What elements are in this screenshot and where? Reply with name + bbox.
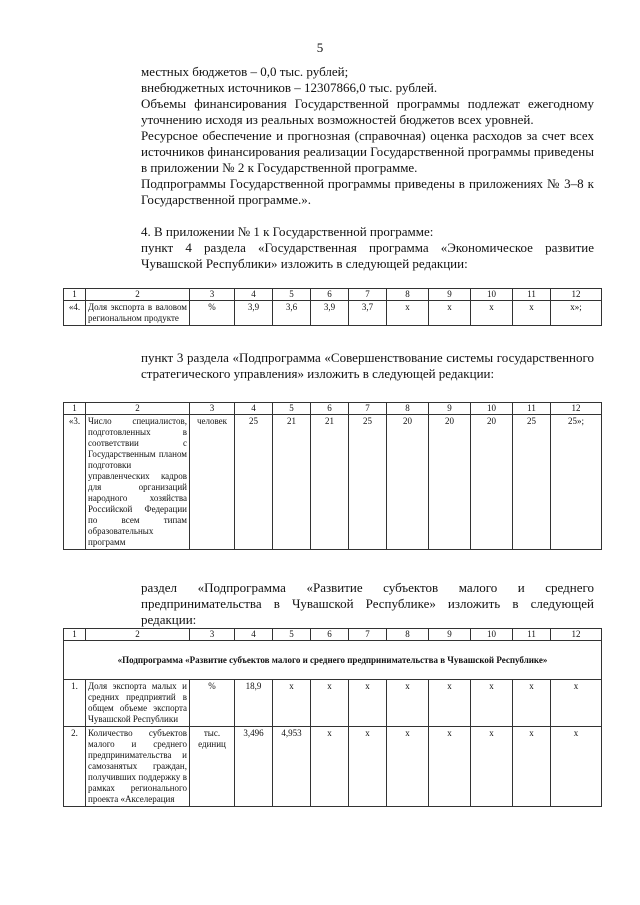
instruction-3: раздел «Подпрограмма «Развитие субъектов малого и среднего предпринимательства в Чувашской Республике» изложить в следующей редакции: [141,580,594,627]
col-header: 6 [311,629,349,641]
col-header: 4 [235,289,273,301]
col-header: 5 [273,403,311,415]
instruction-2: пункт 3 раздела «Подпрограмма «Совершенствование системы государственного стратегического управления» изложить в следующей редакции: [141,350,594,381]
col-header: 12 [551,403,602,415]
col-header: 7 [349,403,387,415]
col-header: 8 [387,289,429,301]
instruction-2-block [103,350,594,382]
col-header: 9 [429,629,471,641]
col-header: 8 [387,629,429,641]
cell-value: 4,953 [273,727,311,807]
cell-unit: % [190,680,235,727]
col-header: 12 [551,629,602,641]
cell-number: «3. [64,415,86,550]
cell-value: 25 [235,415,273,550]
section-4-instruction: пункт 4 раздела «Государственная программа «Экономическое развитие Чувашской Республики» изложить в следующей редакции: [141,240,594,271]
table-header-row [64,289,602,301]
intro-line-1: местных бюджетов – 0,0 тыс. рублей; [141,64,349,79]
col-header: 1 [64,629,86,641]
cell-value: 3,7 [349,301,387,326]
cell-value: 21 [273,415,311,550]
col-header: 10 [471,403,513,415]
table-point-3 [63,402,602,550]
table-header-row [64,403,602,415]
table-row [64,727,602,807]
col-header: 12 [551,289,602,301]
cell-value: x [471,301,513,326]
cell-value: 18,9 [235,680,273,727]
col-header: 11 [513,289,551,301]
cell-value: 20 [429,415,471,550]
section-4-heading: 4. В приложении № 1 к Государственной программе: [141,224,434,239]
cell-value: x [311,727,349,807]
col-header: 7 [349,629,387,641]
cell-value: x [513,680,551,727]
cell-value: x [513,301,551,326]
cell-value: 3,9 [311,301,349,326]
intro-line-2: внебюджетных источников – 12307866,0 тыс. рублей. [141,80,438,95]
col-header: 1 [64,289,86,301]
cell-value: 3,6 [273,301,311,326]
cell-unit: % [190,301,235,326]
col-header: 11 [513,403,551,415]
cell-value: x»; [551,301,602,326]
col-header: 10 [471,629,513,641]
cell-value: x [349,680,387,727]
table-point-4 [63,288,602,326]
cell-value: x [349,727,387,807]
col-header: 6 [311,289,349,301]
page-number: 5 [316,40,324,55]
table-title-row [64,641,602,680]
cell-value: 3,496 [235,727,273,807]
cell-number: «4. [64,301,86,326]
cell-value: x [387,680,429,727]
cell-unit: тыс. единиц [190,727,235,807]
col-header: 6 [311,403,349,415]
table-header-row [64,629,602,641]
col-header: 9 [429,289,471,301]
cell-unit: человек [190,415,235,550]
cell-value: x [551,680,602,727]
cell-value: x [429,680,471,727]
col-header: 4 [235,403,273,415]
col-header: 4 [235,629,273,641]
subprogram-title: «Подпрограмма «Развитие субъектов малого и среднего предпринимательства в Чувашской Республике» [64,641,602,680]
cell-number: 2. [64,727,86,807]
col-header: 9 [429,403,471,415]
cell-value: 25 [349,415,387,550]
col-header: 7 [349,289,387,301]
col-header: 2 [86,289,190,301]
intro-paragraph-2: Ресурсное обеспечение и прогнозная (справочная) оценка расходов за счет всех источников финансирования реализации Государственной программы приведены в приложении № 2 к Государственной программе. [141,128,594,175]
col-header: 3 [190,629,235,641]
col-header: 10 [471,289,513,301]
cell-indicator: Доля экспорта малых и средних предприятий в общем объеме экспорта Чувашской Республики [86,680,190,727]
cell-value: x [387,301,429,326]
instruction-3-block [103,580,594,628]
cell-value: 20 [387,415,429,550]
cell-indicator: Число специалистов, подготовленных в соответствии с Государственным планом подготовки управленческих кадров для организаций народного хозяйства Российской Федерации по всем типам образовательных программ [86,415,190,550]
cell-value: x [273,680,311,727]
cell-value: x [471,680,513,727]
intro-block [103,64,594,208]
cell-value: x [387,727,429,807]
col-header: 8 [387,403,429,415]
col-header: 3 [190,403,235,415]
col-header: 2 [86,629,190,641]
intro-paragraph-1: Объемы финансирования Государственной программы подлежат ежегодному уточнению исходя из реальных возможностей бюджетов всех уровней. [141,96,594,127]
cell-indicator: Доля экспорта в валовом региональном продукте [86,301,190,326]
cell-value: x [429,301,471,326]
table-row [64,415,602,550]
col-header: 11 [513,629,551,641]
col-header: 5 [273,629,311,641]
col-header: 2 [86,403,190,415]
cell-value: x [471,727,513,807]
cell-number: 1. [64,680,86,727]
cell-value: 25»; [551,415,602,550]
cell-value: 3,9 [235,301,273,326]
cell-value: x [311,680,349,727]
cell-value: 20 [471,415,513,550]
col-header: 5 [273,289,311,301]
cell-value: x [429,727,471,807]
col-header: 3 [190,289,235,301]
cell-value: 25 [513,415,551,550]
col-header: 1 [64,403,86,415]
cell-value: 21 [311,415,349,550]
section-4-block [103,224,594,272]
cell-value: x [551,727,602,807]
cell-indicator: Количество субъектов малого и среднего предпринимательства и самозанятых граждан, получивших поддержку в рамках регионального проекта «Акселерация [86,727,190,807]
table-row [64,680,602,727]
intro-paragraph-3: Подпрограммы Государственной программы приведены в приложениях № 3–8 к Государственной программе.». [141,176,594,207]
table-row [64,301,602,326]
table-subprogram-sme [63,628,602,807]
cell-value: x [513,727,551,807]
